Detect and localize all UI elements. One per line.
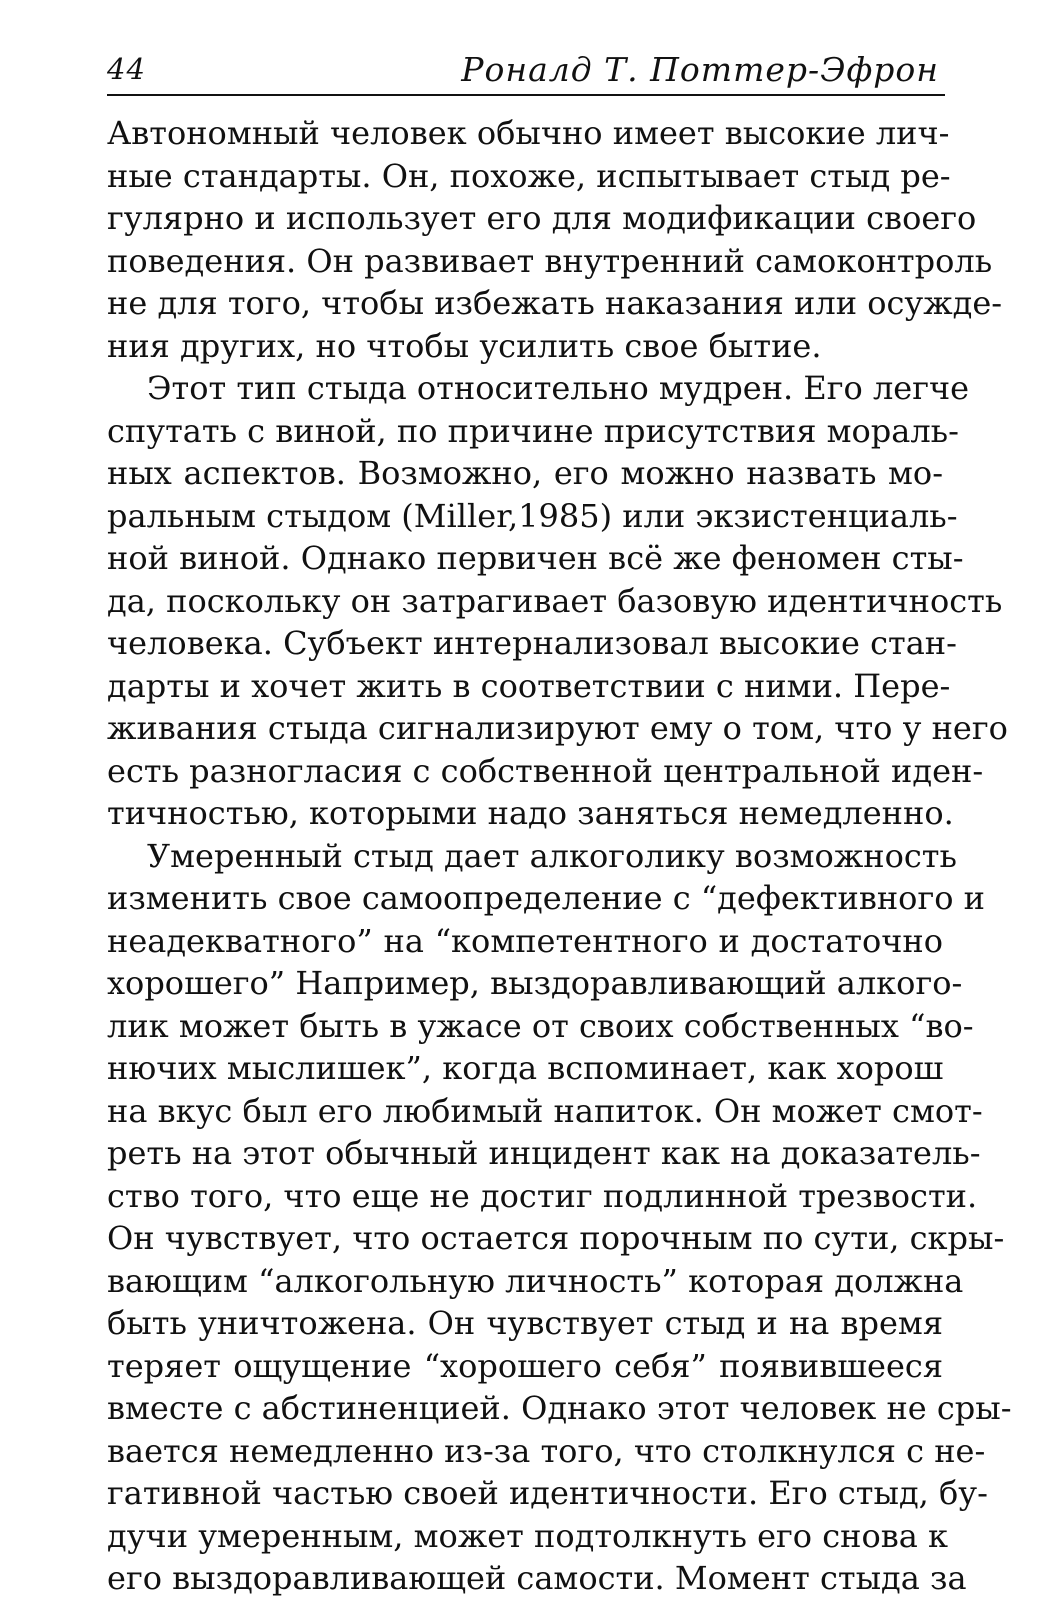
- text-line: ные стандарты. Он, похоже, испытывает стыд ре-: [107, 156, 951, 195]
- text-line: живания стыда сигнализируют ему о том, что у него: [107, 709, 1008, 747]
- paragraph-3: [107, 835, 1012, 1600]
- text-line: Умеренный стыд дает алкоголику возможность: [147, 836, 957, 875]
- paragraph-1: [107, 112, 1003, 367]
- text-line: ство того, что еще не достиг подлинной трезвости.: [107, 1176, 978, 1215]
- text-line: поведения. Он развивает внутренний самоконтроль: [107, 241, 993, 280]
- text-line: человека. Субъект интернализовал высокие стан-: [107, 624, 957, 662]
- text-line: дучи умеренным, может подтолкнуть его снова к: [107, 1516, 948, 1555]
- text-line: быть уничтожена. Он чувствует стыд и на время: [107, 1304, 943, 1342]
- text-line: гулярно и использует его для модификации своего: [107, 199, 977, 237]
- text-line: Автономный человек обычно имеет высокие лич-: [107, 114, 950, 152]
- text-line: вместе с абстиненцией. Однако этот человек не сры-: [107, 1389, 1012, 1427]
- text-line: нючих мыслишек”, когда вспоминает, как хорош: [107, 1049, 944, 1087]
- text-line: Этот тип стыда относительно мудрен. Его легче: [147, 369, 970, 407]
- body-text: [107, 112, 1012, 1600]
- text-line: спутать с виной, по причине присутствия мораль-: [107, 411, 959, 450]
- running-head: [107, 44, 945, 96]
- text-line: дарты и хочет жить в соответствии с ними. Пере-: [107, 666, 951, 705]
- text-line: Он чувствует, что остается порочным по сути, скры-: [107, 1219, 1005, 1257]
- text-line: изменить свое самоопределение с “дефективного и: [107, 879, 985, 917]
- text-line: да, поскольку он затрагивает базовую идентичность: [107, 581, 1003, 620]
- page-number: 44: [107, 52, 146, 86]
- book-author-header: Роналд Т. Поттер-Эфрон: [461, 50, 939, 89]
- text-line: тичностью, которыми надо заняться немедленно.: [107, 794, 954, 832]
- text-line: лик может быть в ужасе от своих собственных “во-: [107, 1006, 974, 1045]
- text-line: на вкус был его любимый напиток. Он может смот-: [107, 1091, 983, 1130]
- text-line: ной виной. Однако первичен всё же феномен сты-: [107, 539, 964, 577]
- paragraph-2: [107, 367, 1008, 835]
- text-line: ния других, но чтобы усилить свое бытие.: [107, 326, 822, 365]
- text-line: его выздоравливающей самости. Момент стыда за: [107, 1559, 967, 1597]
- text-line: хорошего” Например, выздоравливающий алкого-: [107, 964, 963, 1002]
- text-line: реть на этот обычный инцидент как на доказатель-: [107, 1134, 981, 1172]
- text-line: ных аспектов. Возможно, его можно назвать мо-: [107, 454, 943, 492]
- text-line: теряет ощущение “хорошего себя” появившееся: [107, 1346, 943, 1385]
- text-line: неадекватного” на “компетентного и достаточно: [107, 921, 943, 960]
- text-line: гативной частью своей идентичности. Его стыд, бу-: [107, 1474, 988, 1512]
- text-line: есть разногласия с собственной центральной иден-: [107, 751, 984, 790]
- text-line: не для того, чтобы избежать наказания или осужде-: [107, 284, 1003, 322]
- text-line: вается немедленно из-за того, что столкнулся с не-: [107, 1431, 986, 1470]
- text-line: ральным стыдом (Miller,1985) или экзистенциаль-: [107, 496, 958, 535]
- text-line: вающим “алкогольную личность” которая должна: [107, 1261, 964, 1300]
